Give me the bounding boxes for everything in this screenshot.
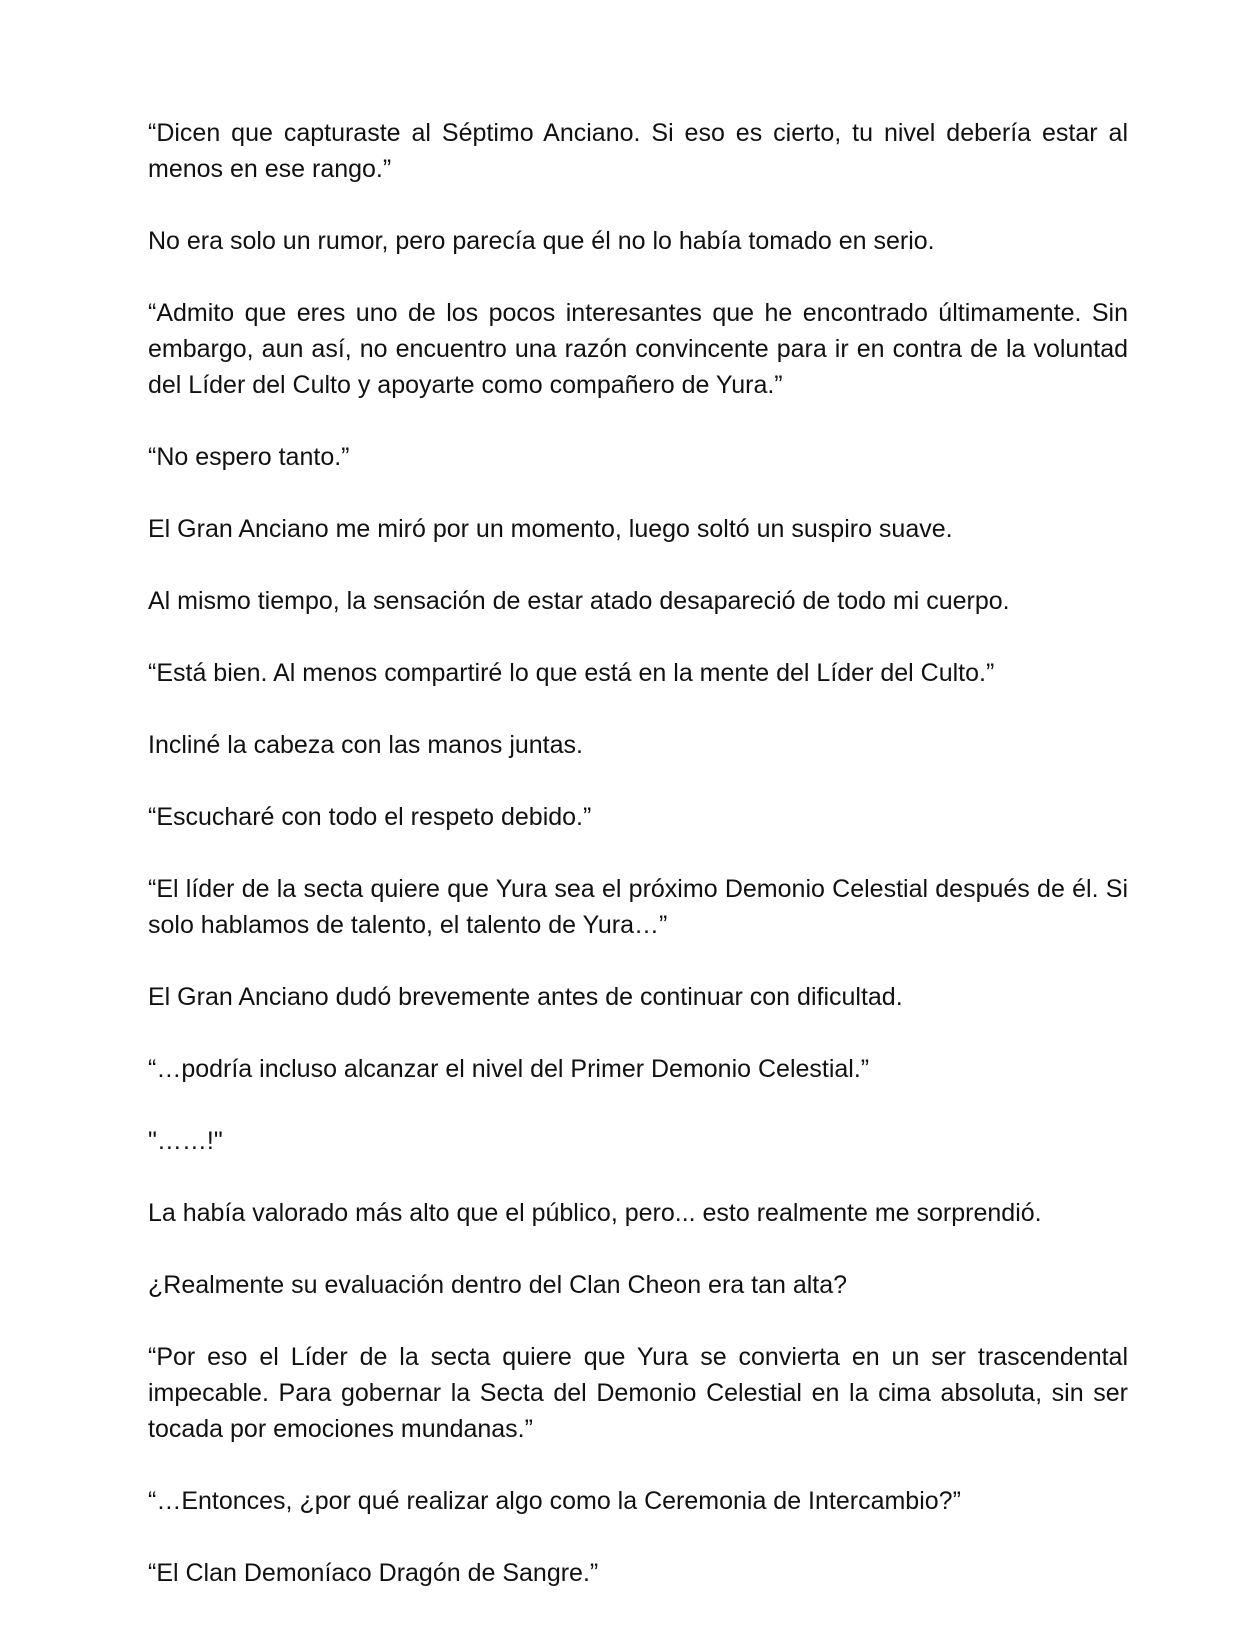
paragraph: Al mismo tiempo, la sensación de estar atado desapareció de todo mi cuerpo. xyxy=(148,587,1010,615)
paragraph: “Por eso el Líder de la secta quiere que Yura se convierta en un ser trascendental impecable. Para gobernar la Secta del Demonio Celestial en la cima absoluta, sin ser tocada por emociones mundanas.” xyxy=(148,1343,1128,1443)
paragraph: No era solo un rumor, pero parecía que él no lo había tomado en serio. xyxy=(148,227,935,255)
paragraph: “…Entonces, ¿por qué realizar algo como la Ceremonia de Intercambio?” xyxy=(148,1487,961,1515)
paragraph: La había valorado más alto que el público, pero... esto realmente me sorprendió. xyxy=(148,1199,1042,1227)
paragraph: “Admito que eres uno de los pocos interesantes que he encontrado últimamente. Sin embargo, aun así, no encuentro una razón convincente para ir en contra de la voluntad del Líder del Culto y apoyarte como compañero de Yura.” xyxy=(148,299,1128,399)
paragraph: “Está bien. Al menos compartiré lo que está en la mente del Líder del Culto.” xyxy=(148,659,995,687)
paragraph: El Gran Anciano me miró por un momento, luego soltó un suspiro suave. xyxy=(148,515,953,543)
document-body xyxy=(148,115,1128,1627)
paragraph: ¿Realmente su evaluación dentro del Clan Cheon era tan alta? xyxy=(148,1271,848,1299)
paragraph: “El Clan Demoníaco Dragón de Sangre.” xyxy=(148,1559,599,1587)
paragraph: “Dicen que capturaste al Séptimo Anciano. Si eso es cierto, tu nivel debería estar al menos en ese rango.” xyxy=(148,119,1128,183)
paragraph: “No espero tanto.” xyxy=(148,443,350,471)
paragraph: Incliné la cabeza con las manos juntas. xyxy=(148,731,583,759)
paragraph: El Gran Anciano dudó brevemente antes de continuar con dificultad. xyxy=(148,983,903,1011)
paragraph: "……!" xyxy=(148,1127,223,1155)
paragraph: “Escucharé con todo el respeto debido.” xyxy=(148,803,592,831)
paragraph: “…podría incluso alcanzar el nivel del Primer Demonio Celestial.” xyxy=(148,1055,870,1083)
paragraph: “El líder de la secta quiere que Yura sea el próximo Demonio Celestial después de él. Si solo hablamos de talento, el talento de Yura…” xyxy=(148,875,1128,939)
